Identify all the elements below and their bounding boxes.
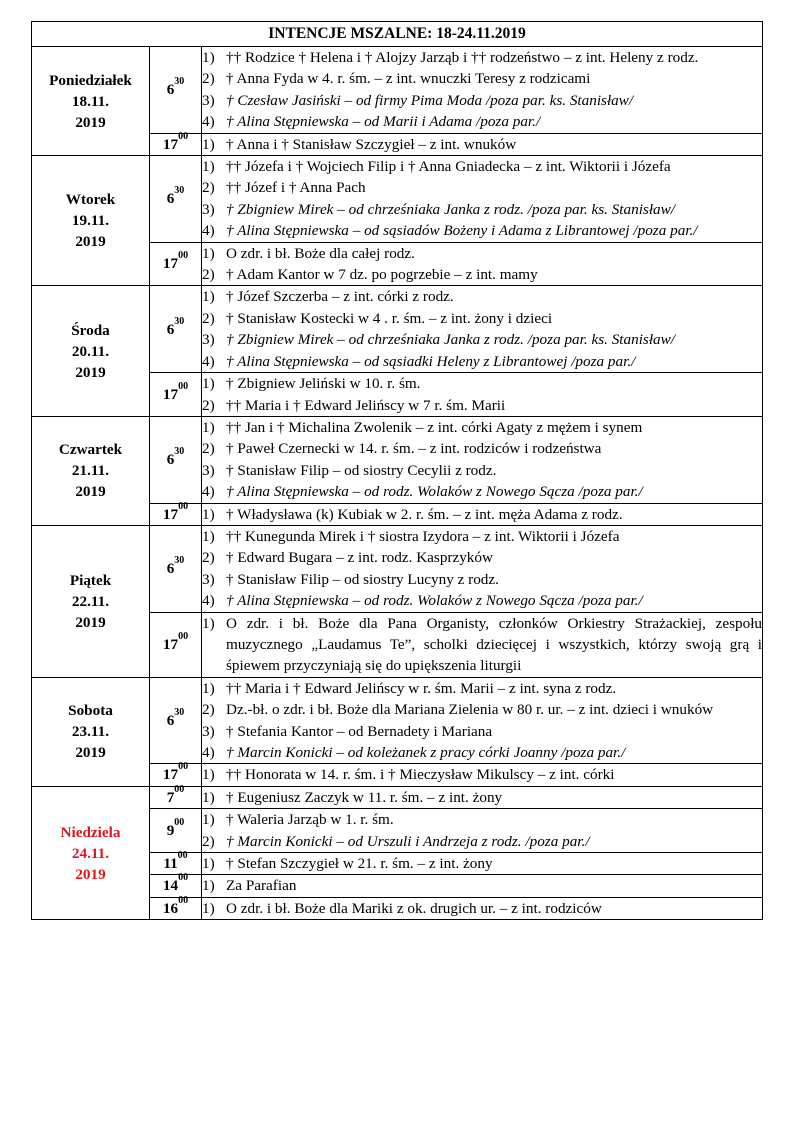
intention-item — [202, 417, 762, 438]
intention-number: 2) — [202, 832, 215, 850]
mass-time — [150, 612, 202, 677]
intention-number: 1) — [202, 418, 215, 436]
intention-text: † Stefania Kantor – od Bernadety i Mariana — [226, 722, 493, 740]
day-year: 2019 — [75, 613, 106, 631]
mass-time — [150, 500, 202, 525]
mass-time — [150, 242, 202, 286]
intention-number: 4) — [202, 113, 215, 131]
day-date: 18.11. — [71, 92, 110, 110]
intention-text: †† Rodzice † Helena i † Alojzy Jarząb i †† rodzeństwo – z int. Heleny z rodz. — [226, 49, 699, 66]
schedule-row — [32, 156, 763, 243]
intention-number: 1) — [202, 49, 215, 66]
mass-time-minute: 30 — [174, 446, 185, 458]
intention-item — [202, 177, 762, 198]
intention-number: 4) — [202, 744, 215, 761]
intention-item — [202, 678, 762, 699]
intention-number: 3) — [202, 722, 215, 740]
intention-text: † Marcin Konicki – od koleżanek z pracy córki Joanny /poza par./ — [226, 744, 626, 761]
intention-text: †† Honorata w 14. r. śm. i † Mieczysław Mikulscy – z int. córki — [226, 766, 615, 784]
intention-text: † Edward Bugara – z int. rodz. Kasprzyków — [226, 549, 493, 567]
intention-text: †† Kunegunda Mirek i † siostra Izydora – z int. Wiktorii i Józefa — [226, 527, 620, 545]
intention-number: 2) — [202, 179, 215, 197]
day-date: 23.11. — [71, 723, 110, 741]
mass-time-minute: 00 — [177, 850, 188, 862]
mass-time — [150, 894, 202, 919]
intention-text: † Eugeniusz Zaczyk w 11. r. śm. – z int. żony — [226, 788, 503, 806]
mass-time — [150, 416, 202, 503]
day-cell — [32, 677, 150, 786]
intentions-cell — [202, 897, 763, 919]
day-date: 21.11. — [71, 462, 110, 480]
day-cell — [32, 47, 150, 156]
mass-time-hour: 17 — [162, 385, 179, 403]
intention-item — [202, 90, 762, 111]
intention-item — [202, 764, 762, 785]
intention-item — [202, 504, 762, 525]
mass-time-minute: 00 — [178, 630, 189, 642]
intention-number: 1) — [202, 527, 215, 545]
intention-number: 2) — [202, 440, 215, 458]
day-name: Czwartek — [58, 441, 123, 459]
intention-text: O zdr. i bł. Boże dla całej rodz. — [226, 244, 415, 262]
intention-text: † Adam Kantor w 7 dz. po pogrzebie – z int. mamy — [226, 266, 538, 284]
mass-time-minute: 00 — [178, 250, 189, 262]
mass-time-hour: 11 — [163, 855, 178, 873]
intention-item — [202, 699, 762, 720]
intention-number: 1) — [202, 135, 215, 153]
intention-number: 3) — [202, 461, 215, 479]
mass-time-hour: 14 — [162, 877, 179, 895]
intention-item — [202, 47, 762, 68]
table-title: INTENCJE MSZALNE: 18-24.11.2019 — [32, 22, 763, 47]
mass-time-hour: 6 — [166, 81, 175, 99]
day-cell — [32, 286, 150, 416]
mass-time — [150, 872, 202, 897]
day-year: 2019 — [75, 363, 106, 381]
intention-number: 1) — [202, 158, 215, 176]
intention-item — [202, 264, 762, 285]
day-name: Sobota — [68, 702, 113, 720]
day-year: 2019 — [75, 233, 106, 251]
schedule-row — [32, 286, 763, 373]
intention-item — [202, 547, 762, 568]
intention-item — [202, 590, 762, 611]
day-name: Niedziela — [60, 823, 121, 841]
intention-text: † Alina Stępniewska – od rodz. Wolaków z Nowego Sącza /poza par./ — [226, 592, 643, 610]
intention-item — [202, 613, 762, 677]
day-name: Poniedziałek — [49, 71, 132, 89]
intention-text: †† Jan i † Michalina Zwolenik – z int. córki Agaty z mężem i synem — [226, 418, 643, 436]
intention-item — [202, 898, 762, 919]
intention-text: † Władysława (k) Kubiak w 2. r. śm. – z int. męża Adama z rodz. — [226, 505, 623, 523]
intention-item — [202, 308, 762, 329]
day-date: 24.11. — [71, 844, 110, 862]
mass-time-minute: 00 — [178, 130, 189, 142]
intention-item — [202, 481, 762, 502]
mass-time-hour: 16 — [162, 899, 179, 917]
mass-intentions-table — [31, 21, 763, 920]
intention-text: † Czesław Jasiński – od firmy Pima Moda /poza par. ks. Stanisław/ — [226, 91, 634, 109]
intention-text: †† Józefa i † Wojciech Filip i † Anna Gniadecka – z int. Wiktorii i Józefa — [226, 158, 671, 176]
day-date: 20.11. — [71, 342, 110, 360]
intention-item — [202, 569, 762, 590]
mass-time-minute: 30 — [174, 706, 185, 718]
intention-item — [202, 460, 762, 481]
intention-item — [202, 721, 762, 742]
intention-number: 2) — [202, 701, 215, 719]
day-cell — [32, 525, 150, 677]
intention-text: † Stefan Szczygieł w 21. r. śm. – z int. żony — [226, 855, 493, 873]
mass-time — [150, 373, 202, 417]
intention-item — [202, 68, 762, 89]
mass-time — [150, 677, 202, 764]
mass-time-minute: 30 — [174, 76, 185, 88]
day-name: Wtorek — [65, 191, 116, 209]
intentions-cell — [202, 853, 763, 875]
intention-number: 3) — [202, 91, 215, 109]
intention-number: 2) — [202, 70, 215, 88]
intentions-cell — [202, 677, 763, 764]
intention-item — [202, 286, 762, 307]
intention-item — [202, 134, 762, 155]
mass-time — [150, 809, 202, 853]
intention-number: 1) — [202, 811, 215, 829]
intention-item — [202, 853, 762, 874]
intention-text: † Waleria Jarząb w 1. r. śm. — [226, 811, 394, 829]
intention-text: †† Maria i † Edward Jelińscy w 7 r. śm. Marii — [226, 396, 506, 414]
intention-item — [202, 373, 762, 394]
intention-item — [202, 831, 762, 852]
intention-item — [202, 787, 762, 808]
intentions-cell — [202, 764, 763, 786]
intention-text: † Zbigniew Jeliński w 10. r. śm. — [226, 375, 421, 393]
intention-number: 4) — [202, 222, 215, 240]
intention-text: O zdr. i bł. Boże dla Mariki z ok. drugich ur. – z int. rodziców — [226, 899, 602, 917]
day-year: 2019 — [75, 483, 106, 501]
mass-time — [150, 850, 202, 875]
intention-number: 1) — [202, 766, 215, 784]
mass-time — [150, 761, 202, 786]
intention-number: 2) — [202, 309, 215, 327]
mass-time-minute: 00 — [178, 761, 189, 773]
intention-text: † Stanisław Filip – od siostry Lucyny z rodz. — [226, 570, 499, 588]
mass-time — [150, 783, 202, 808]
intention-text: † Zbigniew Mirek – od chrześniaka Janka z rodz. /poza par. ks. Stanisław/ — [226, 200, 676, 218]
mass-time-hour: 6 — [166, 451, 175, 469]
intention-text: Za Parafian — [226, 877, 297, 895]
mass-time-minute: 00 — [174, 816, 185, 828]
intention-number: 1) — [202, 614, 215, 632]
day-name: Środa — [71, 321, 110, 339]
intention-item — [202, 243, 762, 264]
title-row — [32, 22, 763, 47]
mass-time-hour: 17 — [162, 635, 179, 653]
intention-text: † Stanisław Kostecki w 4 . r. śm. – z int. żony i dzieci — [226, 309, 553, 327]
intention-number: 4) — [202, 352, 215, 370]
day-cell — [32, 416, 150, 525]
intention-text: † Alina Stępniewska – od sąsiadki Heleny z Librantowej /poza par./ — [226, 352, 636, 370]
mass-time-minute: 30 — [174, 315, 185, 327]
intention-number: 4) — [202, 483, 215, 501]
mass-time-minute: 00 — [178, 872, 189, 884]
intention-number: 3) — [202, 570, 215, 588]
intention-item — [202, 329, 762, 350]
schedule-row — [32, 525, 763, 612]
day-name: Piątek — [69, 571, 112, 589]
intentions-cell — [202, 525, 763, 612]
mass-time-minute: 00 — [178, 500, 189, 512]
intention-number: 1) — [202, 788, 215, 806]
intention-text: † Alina Stępniewska – od sąsiadów Bożeny i Adama z Librantowej /poza par./ — [226, 222, 698, 240]
intentions-cell — [202, 809, 763, 853]
intention-number: 2) — [202, 396, 215, 414]
intention-text: † Alina Stępniewska – od rodz. Wolaków z Nowego Sącza /poza par./ — [226, 483, 643, 501]
intention-number: 1) — [202, 899, 215, 917]
intentions-cell — [202, 133, 763, 155]
intention-number: 1) — [202, 375, 215, 393]
intention-text: † Stanisław Filip – od siostry Cecylii z rodz. — [226, 461, 497, 479]
intentions-cell — [202, 612, 763, 677]
intention-item — [202, 526, 762, 547]
intention-item — [202, 875, 762, 896]
intention-text: † Józef Szczerba – z int. córki z rodz. — [226, 288, 454, 306]
intentions-cell — [202, 156, 763, 243]
intentions-cell — [202, 242, 763, 286]
schedule-row — [32, 416, 763, 503]
intention-number: 2) — [202, 266, 215, 284]
day-year: 2019 — [75, 113, 106, 131]
intention-text: †† Józef i † Anna Pach — [226, 179, 366, 197]
mass-time — [150, 286, 202, 373]
intention-number: 4) — [202, 592, 215, 610]
intention-number: 1) — [202, 288, 215, 306]
intention-number: 3) — [202, 200, 215, 218]
mass-time-hour: 17 — [162, 255, 179, 273]
intentions-cell — [202, 503, 763, 525]
intention-text: † Zbigniew Mirek – od chrześniaka Janka z rodz. /poza par. ks. Stanisław/ — [226, 331, 676, 349]
intention-number: 1) — [202, 855, 215, 873]
mass-time — [150, 525, 202, 612]
intentions-cell — [202, 786, 763, 808]
intention-item — [202, 351, 762, 372]
intention-text: † Anna i † Stanisław Szczygieł – z int. wnuków — [226, 135, 517, 153]
intention-item — [202, 111, 762, 132]
intention-item — [202, 809, 762, 830]
mass-time-hour: 6 — [166, 190, 175, 208]
mass-time-hour: 6 — [166, 560, 175, 578]
mass-time-minute: 30 — [174, 555, 185, 567]
mass-time-hour: 6 — [166, 711, 175, 729]
intentions-cell — [202, 47, 763, 134]
intention-item — [202, 395, 762, 416]
intentions-cell — [202, 875, 763, 897]
intention-number: 2) — [202, 549, 215, 567]
mass-time — [150, 156, 202, 243]
day-cell — [32, 786, 150, 919]
mass-time-hour: 9 — [166, 821, 175, 839]
mass-time — [150, 130, 202, 155]
day-date: 19.11. — [71, 212, 110, 230]
intention-number: 3) — [202, 331, 215, 349]
intention-number: 1) — [202, 505, 215, 523]
intention-item — [202, 156, 762, 177]
intention-number: 1) — [202, 244, 215, 262]
mass-time-minute: 00 — [178, 894, 189, 906]
mass-time-minute: 30 — [174, 185, 185, 197]
intention-text: † Alina Stępniewska – od Marii i Adama /poza par./ — [226, 113, 541, 131]
intentions-cell — [202, 416, 763, 503]
day-date: 22.11. — [71, 592, 110, 610]
day-year: 2019 — [75, 744, 106, 762]
mass-time-minute: 00 — [178, 380, 189, 392]
intentions-cell — [202, 373, 763, 417]
day-cell — [32, 156, 150, 286]
schedule-row — [32, 47, 763, 134]
intention-text: Dz.-bł. o zdr. i bł. Boże dla Mariana Zielenia w 80 r. ur. – z int. dzieci i wnuków — [226, 701, 714, 719]
intention-text: † Marcin Konicki – od Urszuli i Andrzeja z rodz. /poza par./ — [226, 832, 590, 850]
day-year: 2019 — [75, 865, 106, 883]
intention-number: 1) — [202, 877, 215, 895]
mass-time — [150, 47, 202, 134]
intention-item — [202, 438, 762, 459]
mass-time-hour: 17 — [162, 135, 179, 153]
intention-item — [202, 199, 762, 220]
intention-number: 1) — [202, 679, 215, 697]
intention-text: O zdr. i bł. Boże dla Pana Organisty, członków Orkiestry Strażackiej, zespołu muzycznego „Laudamus Te”, scholki dziecięcej i wszystkich, którzy swoją grą i śpiewem przyczyniają się do upiększenia liturgii — [226, 614, 763, 675]
intention-text: †† Maria i † Edward Jelińscy w r. śm. Marii – z int. syna z rodz. — [226, 679, 617, 697]
intention-text: † Paweł Czernecki w 14. r. śm. – z int. rodziców i rodzeństwa — [226, 440, 602, 458]
intention-item — [202, 220, 762, 241]
intention-item — [202, 742, 762, 763]
mass-time-hour: 17 — [162, 505, 179, 523]
mass-time-hour: 17 — [162, 766, 179, 784]
intention-text: † Anna Fyda w 4. r. śm. – z int. wnuczki Teresy z rodzicami — [226, 70, 591, 88]
schedule-row — [32, 786, 763, 808]
mass-time-hour: 6 — [166, 320, 175, 338]
mass-time-minute: 00 — [174, 783, 185, 795]
intentions-cell — [202, 286, 763, 373]
mass-time-hour: 7 — [166, 788, 175, 806]
schedule-row — [32, 677, 763, 764]
